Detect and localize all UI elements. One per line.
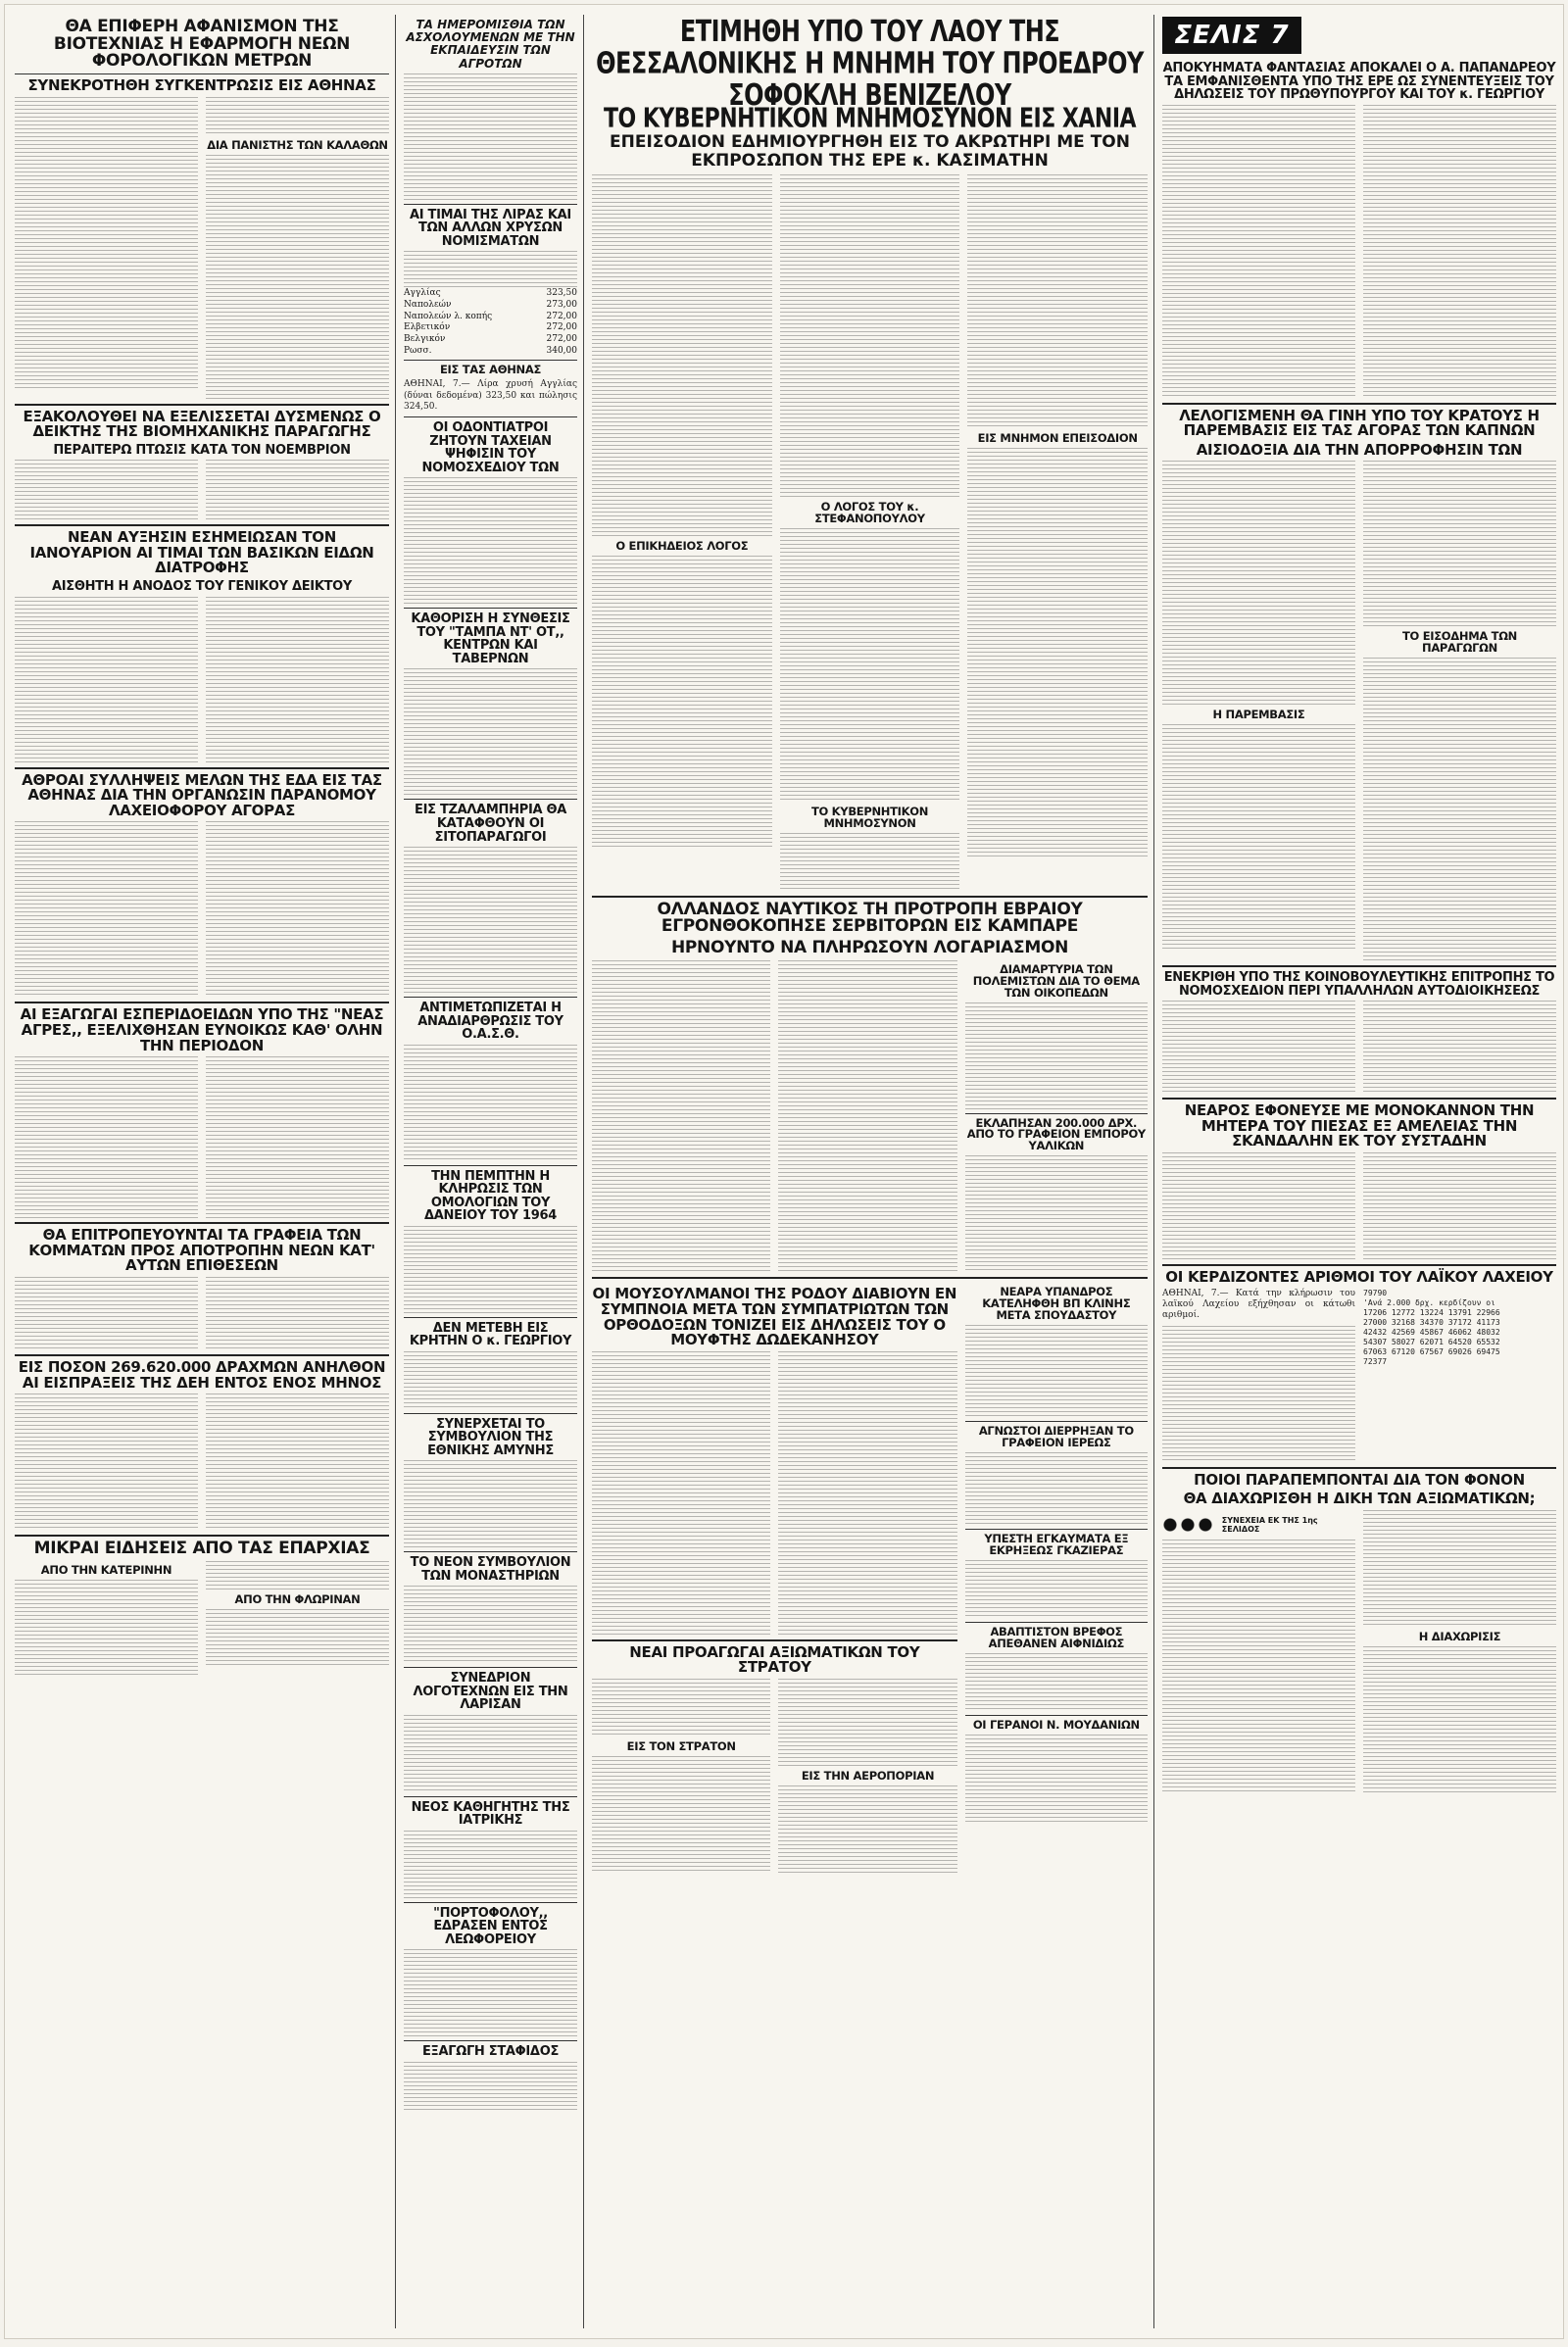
lottery-numbers: 79790 'Ανά 2.000 δρχ. κερδίζουν οι 17206 12772 13224 13791 22966 27000 32168 34370 37172 41173 42432 42569 45867 46062 48032 54307 58027 62071 64520 65532 67063 67120 67567 69026 69475 72377 [1363, 1288, 1500, 1366]
coin-price: 272,00 [546, 334, 577, 345]
article-text [206, 1561, 389, 1590]
headline: ΑΝΤΙΜΕΤΩΠΙΖΕΤΑΙ Η ΑΝΑΔΙΑΡΘΡΩΣΙΣ ΤΟΥ Ο.Α.Σ.Θ. [417, 1001, 564, 1043]
section-heading: ΑΠΟ ΤΗΝ ΦΛΩΡΙΝΑΝ [234, 1591, 361, 1606]
article-text [592, 1679, 770, 1737]
article-text [1162, 724, 1355, 950]
article-text [404, 1586, 577, 1664]
headline: ΝΕΑΝ ΑΥΞΗΣΙΝ ΕΣΗΜΕΙΩΣΑΝ ΤΟΝ ΙΑΝΟΥΑΡΙΟΝ ΑΙ ΤΙΜΑΙ ΤΩΝ ΒΑΣΙΚΩΝ ΕΙΔΩΝ ΔΙΑΤΡΟΦΗΣ [29, 528, 374, 577]
article-text [404, 1045, 577, 1162]
article-text [404, 477, 577, 605]
headline: ΝΕΑΡΑ ΥΠΑΝΔΡΟΣ ΚΑΤΕΛΗΦΘΗ ΒΠ ΚΛΙΝΗΣ ΜΕΤΑ ΣΠΟΥΔΑΣΤΟΥ [982, 1285, 1131, 1323]
headline: ΟΙ ΜΟΥΣΟΥΛΜΑΝΟΙ ΤΗΣ ΡΟΔΟΥ ΔΙΑΒΙΟΥΝ ΕΝ ΣΥΜΠΝΟΙΑ ΜΕΤΑ ΤΩΝ ΣΥΜΠΑΤΡΙΩΤΩΝ ΤΩΝ ΟΡΘΟΔΟΞΩΝ ΤΟΝΙΖΕΙ ΕΙΣ ΔΗΛΩΣΕΙΣ ΤΟΥ Ο ΜΟΥΦΤΗΣ ΔΩΔΕΚΑΝΗΣΟΥ [592, 1285, 957, 1349]
column-rule [1153, 15, 1154, 2328]
coin-name: Ναπολεών λ. κοπής [404, 311, 493, 321]
article-text [404, 668, 577, 796]
headline: ΠΟΙΟΙ ΠΑΡΑΠΕΜΠΟΝΤΑΙ ΔΙΑ ΤΟΝ ΦΟΝΟΝ [1194, 1470, 1525, 1489]
article-text [1363, 1001, 1556, 1094]
article-text [592, 556, 772, 850]
column-rule [395, 15, 396, 2328]
headline: ΑΘΡΟΑΙ ΣΥΛΛΗΨΕΙΣ ΜΕΛΩΝ ΤΗΣ ΕΔΑ ΕΙΣ ΤΑΣ ΑΘΗΝΑΣ ΔΙΑ ΤΗΝ ΟΡΓΑΝΩΣΙΝ ΠΑΡΑΝΟΜΟΥ ΛΑΧΕΙΟΦΟΡΟΥ ΑΓΟΡΑΣ [22, 770, 382, 819]
subheadline: ΑΙΣΙΟΔΟΞΙΑ ΔΙΑ ΤΗΝ ΑΠΟΡΡΟΦΗΣΙΝ ΤΩΝ [1196, 440, 1523, 459]
price-row [404, 322, 577, 334]
article-text [965, 1735, 1148, 1823]
article-text [1162, 1326, 1355, 1463]
subheadline: ΣΥΝΕΚΡΟΤΗΘΗ ΣΥΓΚΕΝΤΡΩΣΙΣ ΕΙΣ ΑΘΗΝΑΣ [27, 76, 376, 95]
headline: ΛΕΛΟΓΙΣΜΕΝΗ ΘΑ ΓΙΝΗ ΥΠΟ ΤΟΥ ΚΡΑΤΟΥΣ Η ΠΑΡΕΜΒΑΣΙΣ ΕΙΣ ΤΑΣ ΑΓΟΡΑΣ ΤΩΝ ΚΑΠΝΩΝ [1179, 406, 1540, 440]
article-text [206, 1056, 389, 1218]
lead-kicker: ΕΠΕΙΣΟΔΙΟΝ ΕΔΗΜΙΟΥΡΓΗΘΗ ΕΙΣ ΤΟ ΑΚΡΩΤΗΡΙ ΜΕ ΤΟΝ ΕΚΠΡΟΣΩΠΟΝ ΤΗΣ ΕΡΕ κ. ΚΑΣΙΜΑΤΗΝ [610, 132, 1130, 171]
article-text [1162, 1540, 1355, 1794]
section-heading: Η ΔΙΑΧΩΡΙΣΙΣ [1418, 1629, 1501, 1643]
price-row [404, 312, 577, 323]
article-text [780, 174, 960, 498]
article-text [778, 960, 956, 1274]
headline: ΑΠΟΚΥΗΜΑΤΑ ΦΑΝΤΑΣΙΑΣ ΑΠΟΚΑΛΕΙ Ο Α. ΠΑΠΑΝΔΡΕΟΥ ΤΑ ΕΜΦΑΝΙΣΘΕΝΤΑ ΥΠΟ ΤΗΣ ΕΡΕ ΩΣ ΣΥΝΕΝΤΕΥΞΕΙΣ ΤΟΥ ΔΗΛΩΣΕΙΣ ΤΟΥ ΠΡΩΘΥΠΟΥΡΓΟΥ ΚΑΙ ΤΟΥ κ. ΓΕΩΡΓΙΟΥ [1162, 61, 1556, 103]
article-text [206, 821, 389, 998]
subheadline: ΠΕΡΑΙΤΕΡΩ ΠΤΩΣΙΣ ΚΑΤΑ ΤΟΝ ΝΟΕΜΒΡΙΟΝ [53, 442, 351, 458]
headline: ΟΙ ΟΔΟΝΤΙΑΤΡΟΙ ΖΗΤΟΥΝ ΤΑΧΕΙΑΝ ΨΗΦΙΣΙΝ ΤΟΥ ΝΟΜΟΣΧΕΔΙΟΥ ΤΩΝ [421, 420, 560, 475]
article-text [15, 1580, 198, 1678]
headline: ΘΑ ΕΠΙΤΡΟΠΕΥΟΥΝΤΑΙ ΤΑ ΓΡΑΦΕΙΑ ΤΩΝ ΚΟΜΜΑΤΩΝ ΠΡΟΣ ΑΠΟΤΡΟΠΗΝ ΝΕΩΝ ΚΑΤ' ΑΥΤΩΝ ΕΠΙΘΕΣΕΩΝ [28, 1226, 375, 1275]
section-heading: ΤΟ ΕΙΣΟΔΗΜΑ ΤΩΝ ΠΑΡΑΓΩΓΩΝ [1401, 629, 1517, 656]
headline: ΕΝΕΚΡΙΘΗ ΥΠΟ ΤΗΣ ΚΟΙΝΟΒΟΥΛΕΥΤΙΚΗΣ ΕΠΙΤΡΟΠΗΣ ΤΟ ΝΟΜΟΣΧΕΔΙΟΝ ΠΕΡΙ ΥΠΑΛΛΗΛΩΝ ΑΥΤΟΔΙΟΙΚΗΣΕΩΣ [1163, 970, 1555, 999]
article-text [15, 460, 198, 520]
headline: ΑΓΝΩΣΤΟΙ ΔΙΕΡΡΗΞΑΝ ΤΟ ΓΡΑΦΕΙΟΝ ΙΕΡΕΩΣ [978, 1424, 1134, 1450]
headline: ΔΙΑΜΑΡΤΥΡΙΑ ΤΩΝ ΠΟΛΕΜΙΣΤΩΝ ΔΙΑ ΤΟ ΘΕΜΑ ΤΩΝ ΟΙΚΟΠΕΔΩΝ [972, 961, 1140, 1000]
article-text [206, 97, 389, 136]
article-text [967, 174, 1148, 429]
column-3 [588, 15, 1152, 2328]
coin-name: Αγγλίας [404, 288, 441, 299]
article-text [592, 1756, 770, 1874]
section-heading: ΤΟ ΚΥΒΕΡΝΗΤΙΚΟΝ ΜΝΗΜΟΣΥΝΟΝ [810, 804, 929, 830]
article-text [404, 1351, 577, 1410]
article-text [15, 597, 198, 763]
article-text [15, 1277, 198, 1350]
article-text [778, 1679, 956, 1767]
headline: ΤΗΝ ΠΕΜΠΤΗΝ Η ΚΛΗΡΩΣΙΣ ΤΩΝ ΟΜΟΛΟΓΙΩΝ ΤΟΥ ΔΑΝΕΙΟΥ ΤΟΥ 1964 [424, 1168, 557, 1224]
article-text [1363, 1510, 1556, 1628]
headline: ΕΙΣ ΤΖΑΛΑΜΠΗΡΙΑ ΘΑ ΚΑΤΑΦΘΟΥΝ ΟΙ ΣΙΤΟΠΑΡΑΓΩΓΟΙ [415, 803, 566, 845]
headline: ΘΑ ΕΠΙΦΕΡΗ ΑΦΑΝΙΣΜΟΝ ΤΗΣ ΒΙΟΤΕΧΝΙΑΣ Η ΕΦΑΡΜΟΓΗ ΝΕΩΝ ΦΟΡΟΛΟΓΙΚΩΝ ΜΕΤΡΩΝ [53, 17, 351, 72]
article-text [1363, 658, 1556, 961]
article-text [15, 1056, 198, 1218]
subheadline: ΗΡΝΟΥΝΤΟ ΝΑ ΠΛΗΡΩΣΟΥΝ ΛΟΓΑΡΙΑΣΜΟΝ [670, 938, 1069, 957]
article-text [15, 97, 198, 391]
article-text [965, 1155, 1148, 1273]
headline: ΕΞΑΓΩΓΗ ΣΤΑΦΙΔΟΣ [421, 2044, 560, 2060]
article-text [404, 73, 577, 201]
price-row [404, 346, 577, 358]
page-number-logo: ΣΕΛΙΣ 7 [1162, 17, 1301, 54]
headline: ΥΠΕΣΤΗ ΕΓΚΑΥΜΑΤΑ ΕΞ ΕΚΡΗΞΕΩΣ ΓΚΑΖΙΕΡΑΣ [984, 1532, 1129, 1558]
article-text [206, 460, 389, 520]
section-heading: ΕΙΣ ΤΑΣ ΑΘΗΝΑΣ [439, 363, 542, 377]
article-text [404, 1460, 577, 1548]
headline: ΑΒΑΠΤΙΣΤΟΝ ΒΡΕΦΟΣ ΑΠΕΘΑΝΕΝ ΑΙΦΝΙΔΙΩΣ [988, 1625, 1125, 1651]
coin-name: Ρωσσ. [404, 345, 432, 356]
article-text [965, 1002, 1148, 1110]
lead-headline: ΕΤΙΜΗΘΗ ΥΠΟ ΤΟΥ ΛΑΟΥ ΤΗΣ ΘΕΣΣΑΛΟΝΙΚΗΣ Η ΜΝΗΜΗ ΤΟΥ ΠΡΟΕΔΡΟΥ ΣΟΦΟΚΛΗ ΒΕΝΙΖΕΛΟΥ [596, 15, 1144, 113]
article-text [404, 847, 577, 994]
article-text: ΑΘΗΝΑΙ, 7.— Λίρα χρυσή Αγγλίας (δύναι δεδομένα) 323,50 και πώλησις 324,50. [404, 379, 577, 413]
price-row [404, 300, 577, 312]
section-heading: ΕΙΣ ΤΗΝ ΑΕΡΟΠΟΡΙΑΝ [801, 1768, 935, 1783]
article-text [965, 1653, 1148, 1712]
article-text [965, 1325, 1148, 1418]
headline: ΣΥΝΕΡΧΕΤΑΙ ΤΟ ΣΥΜΒΟΥΛΙΟΝ ΤΗΣ ΕΘΝΙΚΗΣ ΑΜΥΝΗΣ [427, 1416, 554, 1458]
headline: ΟΙ ΓΕΡΑΝΟΙ Ν. ΜΟΥΔΑΝΙΩΝ [972, 1717, 1140, 1732]
coin-price: 340,00 [546, 345, 577, 356]
article-text [404, 1715, 577, 1793]
section-heading: Ο ΕΠΙΚΗΔΕΙΟΣ ΛΟΓΟΣ [615, 538, 749, 553]
coin-name: Ναπολεών [404, 299, 452, 310]
article-text [15, 821, 198, 998]
article-text [778, 1351, 956, 1636]
article-text [1162, 105, 1355, 399]
article-text [1162, 1152, 1355, 1260]
section-heading: ΕΙΣ ΜΝΗΜΟΝ ΕΠΕΙΣΟΔΙΟΝ [977, 430, 1138, 445]
article-text [404, 2062, 577, 2111]
article-text [206, 155, 389, 400]
headline: ΑΙ ΤΙΜΑΙ ΤΗΣ ΛΙΡΑΣ ΚΑΙ ΤΩΝ ΑΛΛΩΝ ΧΡΥΣΩΝ ΝΟΜΙΣΜΑΤΩΝ [410, 207, 571, 249]
headline: ΤΟ ΝΕΟΝ ΣΥΜΒΟΥΛΙΟΝ ΤΩΝ ΜΟΝΑΣΤΗΡΙΩΝ [410, 1555, 571, 1584]
section-heading: Ο ΛΟΓΟΣ ΤΟΥ κ. ΣΤΕΦΑΝΟΠΟΥΛΟΥ [814, 499, 925, 525]
article-text [206, 1277, 389, 1350]
column-1 [11, 15, 393, 2328]
section-heading: ΕΙΣ ΤΟΝ ΣΤΡΑΤΟΝ [626, 1738, 736, 1753]
subheadline: ΑΙΣΘΗΤΗ Η ΑΝΟΔΟΣ ΤΟΥ ΓΕΝΙΚΟΥ ΔΕΙΚΤΟΥ [51, 579, 353, 595]
headline: ΕΙΣ ΠΟΣΟΝ 269.620.000 ΔΡΑΧΜΩΝ ΑΝΗΛΘΟΝ ΑΙ ΕΙΣΠΡΑΞΕΙΣ ΤΗΣ ΔΕΗ ΕΝΤΟΣ ΕΝΟΣ ΜΗΝΟΣ [18, 1357, 386, 1392]
headline: ΤΑ ΗΜΕΡΟΜΙΣΘΙΑ ΤΩΝ ΑΣΧΟΛΟΥΜΕΝΩΝ ΜΕ ΤΗΝ ΕΚΠΑΙΔΕΥΣΙΝ ΤΩΝ ΑΓΡΟΤΩΝ [406, 18, 575, 71]
headline: ΜΙΚΡΑΙ ΕΙΔΗΣΕΙΣ ΑΠΟ ΤΑΣ ΕΠΑΡΧΙΑΣ [33, 1539, 370, 1559]
lead-subheadline: ΤΟ ΚΥΒΕΡΝΗΤΙΚΟΝ ΜΝΗΜΟΣΥΝΟΝ ΕΙΣ ΧΑΝΙΑ [603, 103, 1137, 134]
column-2 [400, 15, 581, 2328]
headline: ΣΥΝΕΔΡΙΟΝ ΛΟΓΟΤΕΧΝΩΝ ΕΙΣ ΤΗΝ ΛΑΡΙΣΑΝ [413, 1671, 568, 1713]
headline: ΝΕΑΡΟΣ ΕΦΟΝΕΥΣΕ ΜΕ ΜΟΝΟΚΑΝΝΟΝ ΤΗΝ ΜΗΤΕΡΑ ΤΟΥ ΠΙΕΣΑΣ ΕΞ ΑΜΕΛΕΙΑΣ ΤΗΝ ΣΚΑΝΔΑΛΗΝ ΕΚ ΤΟΥ ΣΥΣΤΑΔΗΝ [1184, 1101, 1535, 1150]
section-heading: ΔΙΑ ΠΑΝΙΣΤΗΣ ΤΩΝ ΚΑΛΑΘΩΝ [207, 137, 388, 152]
headline: ΚΑΘΟΡΙΣΗ Η ΣΥΝΘΕΣΙΣ ΤΟΥ "ΤΑΜΠΑ ΝΤ' ΟΤ,, ΚΕΝΤΡΩΝ ΚΑΙ ΤΑΒΕΡΝΩΝ [411, 611, 570, 666]
article-text [404, 1831, 577, 1899]
article-text [780, 833, 960, 892]
article-text [1363, 1152, 1556, 1260]
article-text [404, 1226, 577, 1314]
article-text [15, 1394, 198, 1531]
headline: ΑΙ ΕΞΑΓΩΓΑΙ ΕΣΠΕΡΙΔΟΕΙΔΩΝ ΥΠΟ ΤΗΣ "ΝΕΑΣ ΑΓΡΕΣ,, ΕΞΕΛΙΧΘΗΣΑΝ ΕΥΝΟΙΚΩΣ ΚΑΘ' ΟΛΗΝ ΤΗΝ ΠΕΡΙΟΔΟΝ [20, 1005, 384, 1054]
article-text [780, 528, 960, 803]
article-text [1363, 461, 1556, 627]
article-text [592, 960, 770, 1274]
headline: ΕΞΑΚΟΛΟΥΘΕΙ ΝΑ ΕΞΕΛΙΣΣΕΤΑΙ ΔΥΣΜΕΝΩΣ Ο ΔΕΙΚΤΗΣ ΤΗΣ ΒΙΟΜΗΧΑΝΙΚΗΣ ΠΑΡΑΓΩΓΗΣ [23, 407, 381, 441]
headline: ΕΚΛΑΠΗΣΑΝ 200.000 ΔΡΧ. ΑΠΟ ΤΟ ΓΡΑΦΕΙΟΝ ΕΜΠΟΡΟΥ ΥΑΛΙΚΩΝ [966, 1115, 1146, 1153]
coin-price: 273,00 [546, 299, 577, 310]
headline: ΟΙ ΚΕΡΔΙΖΟΝΤΕΣ ΑΡΙΘΜΟΙ ΤΟΥ ΛΑΪΚΟΥ ΛΑΧΕΙΟΥ [1165, 1268, 1553, 1287]
price-row [404, 334, 577, 346]
coin-name: Βελγικόν [404, 334, 446, 345]
headline: "ΠΟΡΤΟΦΟΛΟΥ,, ΕΔΡΑΣΕΝ ΕΝΤΟΣ ΛΕΩΦΟΡΕΙΟΥ [433, 1905, 548, 1947]
coin-price: 323,50 [546, 288, 577, 299]
newspaper-page [4, 4, 1564, 2339]
headline: ΟΛΛΑΝΔΟΣ ΝΑΥΤΙΚΟΣ ΤΗ ΠΡΟΤΡΟΠΗ ΕΒΡΑΙΟΥ ΕΓΡΟΝΘΟΚΟΠΗΣΕ ΣΕΡΒΙΤΟΡΩΝ ΕΙΣ ΚΑΜΠΑΡΕ [657, 899, 1083, 937]
coin-price: 272,00 [546, 322, 577, 333]
article-text [1363, 105, 1556, 399]
article-text [404, 251, 577, 288]
article-text [778, 1785, 956, 1874]
article-text [592, 1351, 770, 1636]
article-text [965, 1452, 1148, 1526]
headline: ΔΕΝ ΜΕΤΕΒΗ ΕΙΣ ΚΡΗΤΗΝ Ο κ. ΓΕΩΡΓΙΟΥ [409, 1320, 572, 1349]
coin-name: Ελβετικόν [404, 322, 451, 333]
article-text [967, 448, 1148, 859]
article-text [1363, 1646, 1556, 1793]
headline: ΘΑ ΔΙΑΧΩΡΙΣΘΗ Η ΔΙΚΗ ΤΩΝ ΑΞΙΩΜΑΤΙΚΩΝ; [1183, 1490, 1536, 1508]
column-rule [583, 15, 584, 2328]
continuation-emblem-icon [1162, 1516, 1216, 1534]
coin-price: 272,00 [546, 311, 577, 321]
lottery-intro: ΑΘΗΝΑΙ, 7.— Κατά την κλήρωσιν του λαϊκού Λαχείου εξήχθησαν οι κάτωθι αριθμοί. [1162, 1288, 1355, 1321]
article-text [965, 1560, 1148, 1619]
article-text [1162, 461, 1355, 706]
article-text [1162, 1001, 1355, 1094]
headline: ΝΕΑΙ ΠΡΟΑΓΩΓΑΙ ΑΞΙΩΜΑΤΙΚΩΝ ΤΟΥ ΣΤΡΑΤΟΥ [629, 1642, 920, 1677]
price-row [404, 288, 577, 300]
article-text [404, 1949, 577, 2037]
headline: ΝΕΟΣ ΚΑΘΗΓΗΤΗΣ ΤΗΣ ΙΑΤΡΙΚΗΣ [411, 1799, 570, 1829]
article-text [206, 1394, 389, 1531]
article-text [592, 174, 772, 537]
article-text [206, 1609, 389, 1668]
column-4 [1158, 15, 1560, 2328]
gold-price-table [404, 288, 577, 357]
section-heading: Η ΠΑΡΕΜΒΑΣΙΣ [1212, 708, 1305, 722]
continuation-label: ΣΥΝΕΧΕΙΑ ΕΚ ΤΗΣ 1ης ΣΕΛΙΔΟΣ [1221, 1515, 1318, 1534]
section-heading: ΑΠΟ ΤΗΝ ΚΑΤΕΡΙΝΗΝ [40, 1562, 172, 1577]
article-text [206, 597, 389, 763]
